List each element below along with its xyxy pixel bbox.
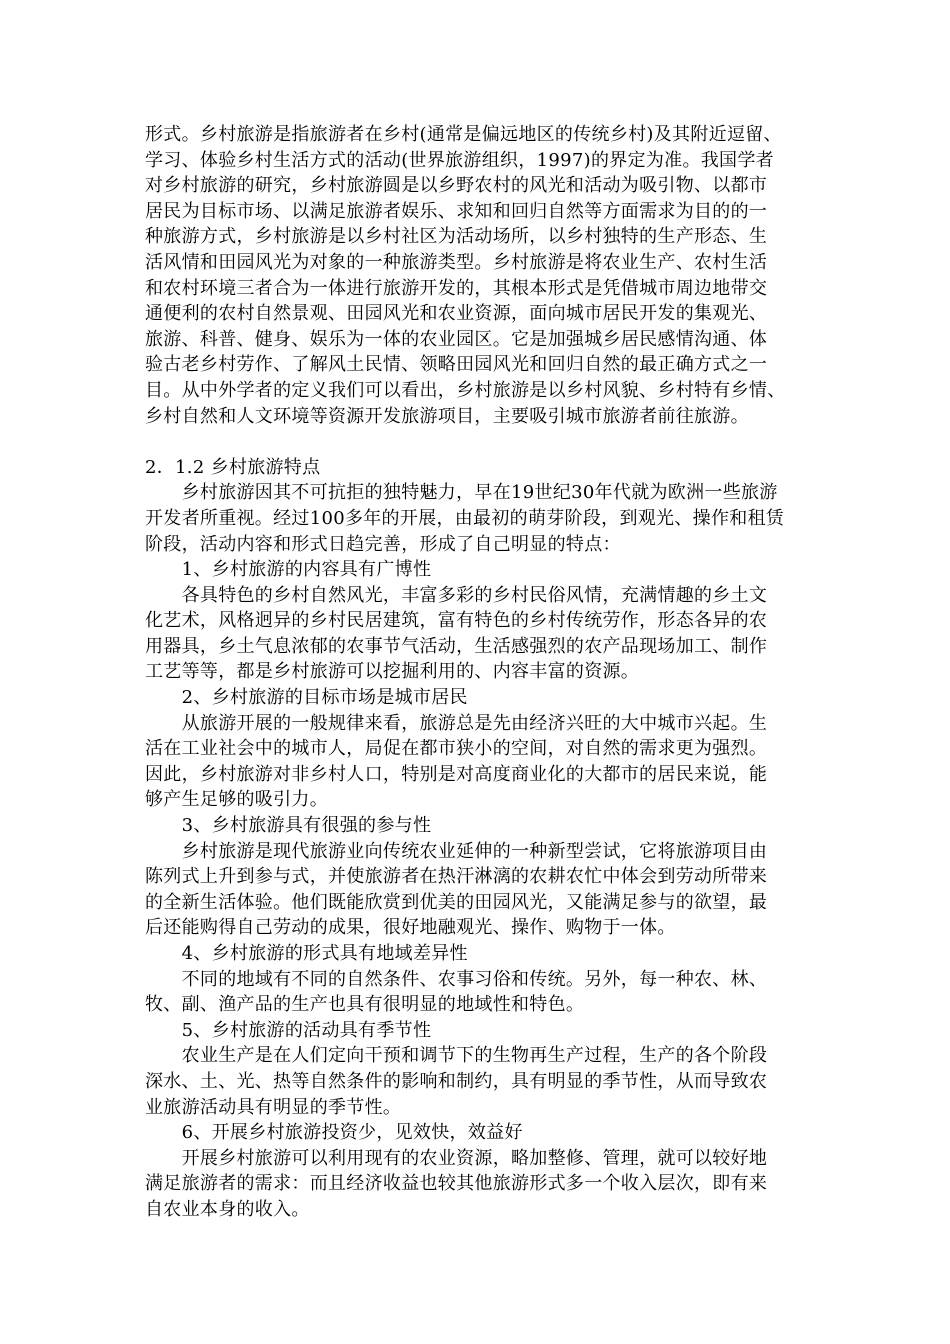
text-line: 陈列式上升到参与式，并使旅游者在热汗淋漓的农耕农忙中体会到劳动所带来 — [145, 866, 768, 888]
text-line: 从旅游开展的一般规律来看，旅游总是先由经济兴旺的大中城市兴起。生 — [145, 712, 768, 734]
text-line: 居民为目标市场、以满足旅游者娱乐、求知和回归自然等方面需求为目的的一 — [145, 200, 768, 222]
text-line: 开展乡村旅游可以利用现有的农业资源，略加整修、管理，就可以较好地 — [145, 1147, 768, 1169]
text-line: 各具特色的乡村自然风光，丰富多彩的乡村民俗风情，充满情趣的乡土文 — [145, 584, 768, 606]
text-line: 因此，乡村旅游对非乡村人口，特别是对高度商业化的大都市的居民来说，能 — [145, 763, 768, 785]
section-heading: 2．1.2 乡村旅游特点 — [145, 456, 321, 478]
text-line: 牧、副、渔产品的生产也具有很明显的地域性和特色。 — [145, 994, 585, 1016]
text-line: 后还能购得自己劳动的成果，很好地融观光、操作、购物于一体。 — [145, 917, 676, 939]
text-line: 活风情和田园风光为对象的一种旅游类型。乡村旅游是将农业生产、农村生活 — [145, 251, 768, 273]
text-line: 不同的地域有不同的自然条件、农事习俗和传统。另外，每一种农、林、 — [145, 968, 768, 990]
text-line: 乡村自然和人文环境等资源开发旅游项目，主要吸引城市旅游者前往旅游。 — [145, 405, 749, 427]
text-line: 通便利的农村自然景观、田园风光和农业资源，面向城市居民开发的集观光、 — [145, 303, 768, 325]
text-line: 5、乡村旅游的活动具有季节性 — [145, 1019, 432, 1041]
text-line: 学习、体验乡村生活方式的活动(世界旅游组织，1997)的界定为准。我国学者 — [145, 149, 774, 171]
text-line: 用器具，乡土气息浓郁的农事节气活动，生活感强烈的农产品现场加工、制作 — [145, 635, 768, 657]
paragraph-gap — [145, 429, 817, 455]
text-line: 旅游、科普、健身、娱乐为一体的农业园区。它是加强城乡居民感情沟通、体 — [145, 328, 768, 350]
text-line: 业旅游活动具有明显的季节性。 — [145, 1096, 402, 1118]
text-line: 种旅游方式，乡村旅游是以乡村社区为活动场所，以乡村独特的生产形态、生 — [145, 226, 768, 248]
text-line: 开发者所重视。经过100多年的开展，由最初的萌芽阶段，到观光、操作和租赁 — [145, 507, 785, 529]
text-line: 4、乡村旅游的形式具有地域差异性 — [145, 943, 468, 964]
text-line: 够产生足够的吸引力。 — [145, 789, 328, 811]
section-rural-tourism-features — [145, 480, 817, 1222]
paragraph-rural-tourism-definition — [145, 122, 817, 429]
text-line: 验古老乡村劳作、了解风土民情、领略田园风光和回归自然的最正确方式之一 — [145, 354, 768, 376]
text-line: 农业生产是在人们定向干预和调节下的生物再生产过程，生产的各个阶段 — [145, 1045, 768, 1067]
text-line: 3、乡村旅游具有很强的参与性 — [145, 815, 432, 837]
text-line: 2、乡村旅游的目标市场是城市居民 — [145, 687, 468, 709]
text-line: 目。从中外学者的定义我们可以看出，乡村旅游是以乡村风貌、乡村特有乡情、 — [145, 379, 786, 401]
text-line: 自农业本身的收入。 — [145, 1198, 310, 1220]
document-body — [145, 122, 817, 1223]
text-line: 6、开展乡村旅游投资少，见效快，效益好 — [145, 1122, 523, 1144]
text-line: 乡村旅游是现代旅游业向传统农业延伸的一种新型尝试，它将旅游项目由 — [145, 840, 768, 862]
text-line: 活在工业社会中的城市人，局促在都市狭小的空间，对自然的需求更为强烈。 — [145, 738, 768, 760]
text-line: 工艺等等，都是乡村旅游可以挖掘利用的、内容丰富的资源。 — [145, 661, 640, 683]
text-line: 的全新生活体验。他们既能欣赏到优美的田园风光，又能满足参与的欲望，最 — [145, 891, 768, 913]
text-line: 形式。乡村旅游是指旅游者在乡村(通常是偏远地区的传统乡村)及其附近逗留、 — [145, 124, 782, 145]
text-line: 化艺术，风格迥异的乡村民居建筑，富有特色的乡村传统劳作，形态各异的农 — [145, 610, 768, 632]
text-line: 阶段，活动内容和形式日趋完善，形成了自己明显的特点： — [145, 533, 621, 555]
text-line: 深水、土、光、热等自然条件的影响和制约，具有明显的季节性，从而导致农 — [145, 1070, 768, 1092]
text-line: 对乡村旅游的研究，乡村旅游圆是以乡野农村的风光和活动为吸引物、以都市 — [145, 175, 768, 197]
text-line: 和农村环境三者合为一体进行旅游开发的，其根本形式是凭借城市周边地带交 — [145, 277, 768, 299]
text-line: 满足旅游者的需求：而且经济收益也较其他旅游形式多一个收入层次，即有来 — [145, 1173, 768, 1195]
text-line: 乡村旅游因其不可抗拒的独特魅力，早在19世纪30年代就为欧洲一些旅游 — [145, 482, 778, 504]
text-line: 1、乡村旅游的内容具有广博性 — [145, 559, 432, 581]
